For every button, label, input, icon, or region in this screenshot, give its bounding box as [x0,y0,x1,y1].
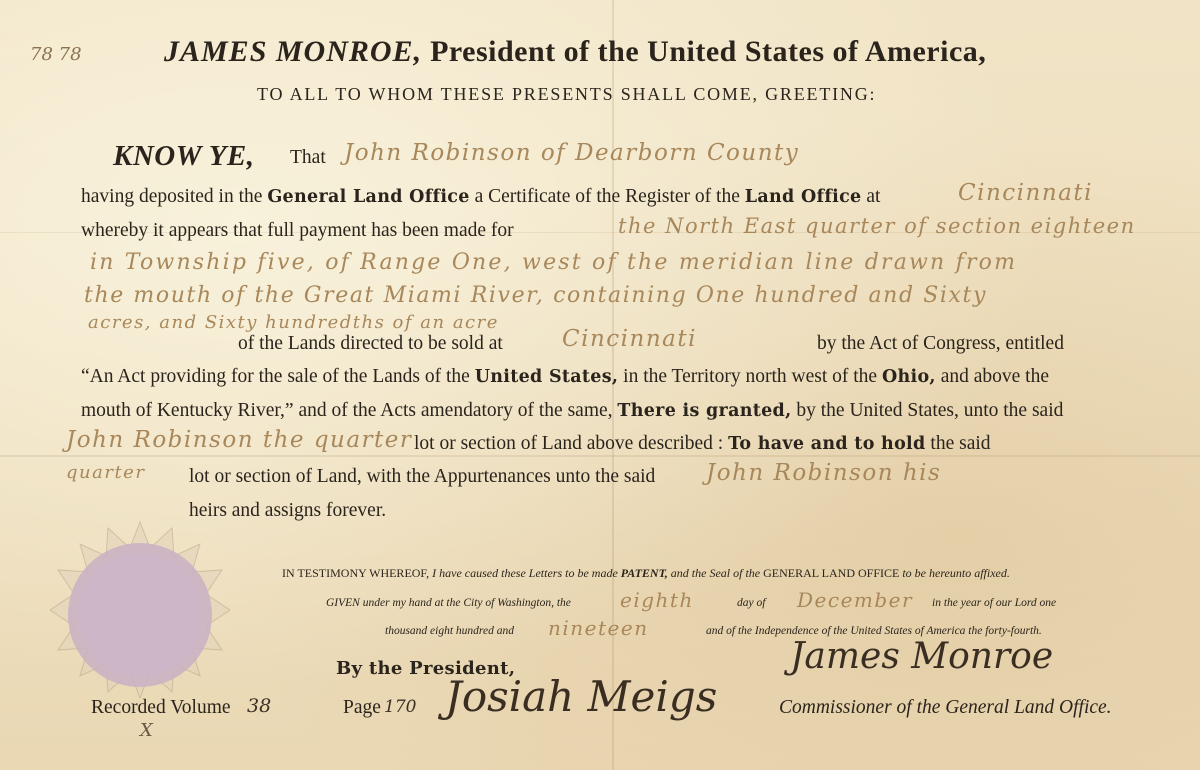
to-have-and-to-hold-blackletter: To have and to hold [728,434,926,454]
text-segment: to be hereunto affixed. [902,566,1010,580]
text-segment: by the United States, unto the said [796,400,1064,421]
document-title [164,35,986,69]
know-ye-heading: KNOW YE, [113,140,255,172]
testimony-line-3a: thousand eight hundred and [385,625,514,637]
body-line-10 [414,433,991,455]
sale-city-handwritten: Cincinnati [562,326,697,352]
starburst-seal-icon [50,520,230,700]
page-number: 170 [384,697,417,717]
body-line-11: lot or section of Land, with the Appurtenances unto the said [189,466,656,487]
text-segment: and above the [940,366,1049,387]
text-segment: at [866,186,881,207]
testimony-line-2b: day of [737,597,766,609]
that-word: That [290,147,326,168]
body-line-12: heirs and assigns forever. [189,500,387,521]
text-segment: in the Territory north west of the [623,366,878,387]
document-number: 78 78 [30,44,82,65]
month-handwritten: December [797,588,914,612]
body-line-3: whereby it appears that full payment has been made for [81,220,514,241]
tract-line-3: the mouth of the Great Miami River, containing One hundred and Sixty [84,283,988,308]
text-segment: a Certificate of the Register of the [474,186,740,207]
text-segment: PATENT, [620,566,668,580]
day-handwritten: eighth [620,588,694,612]
president-signature: James Monroe [790,636,1054,677]
office-city-handwritten: Cincinnati [958,180,1093,206]
grantee-name-handwritten: John Robinson his [706,460,942,486]
paper-fold-horizontal [0,455,1200,457]
body-line-8 [81,366,1049,388]
text-segment: lot or section of Land above described : [414,433,724,454]
text-segment: GIVEN [326,597,360,609]
body-line-2 [81,186,880,208]
testimony-line-2a [326,597,571,609]
text-segment: IN TESTIMONY WHEREOF, [282,566,430,580]
tract-line-2: in Township five, of Range One, west of the meridian line drawn from [90,250,1018,275]
general-land-office-blackletter: General Land Office [267,187,470,207]
body-line-9 [81,400,1063,422]
text-segment: “An Act providing for the sale of the Lands of the [81,366,470,387]
title-rest: President of the United States of America, [422,35,987,68]
text-segment: the said [930,433,991,454]
body-line-7b: by the Act of Congress, entitled [817,333,1064,354]
united-states-blackletter: United States, [474,367,619,387]
land-office-blackletter: Land Office [744,187,862,207]
commissioner-signature: Josiah Meigs [445,672,718,721]
text-segment: mouth of Kentucky River,” and of the Acts amendatory of the same, [81,400,613,421]
body-line-7a: of the Lands directed to be sold at [238,333,503,354]
text-segment: I have caused these Letters to be made [432,566,618,580]
greeting-line: TO ALL TO WHOM THESE PRESENTS SHALL COME, GREETING: [257,84,877,104]
testimony-line-3b: and of the Independence of the United States of America the forty-fourth. [706,625,1042,637]
testimony-line-1 [282,566,1010,581]
year-handwritten: nineteen [548,616,649,640]
ohio-blackletter: Ohio, [881,367,936,387]
text-segment: and the Seal of the [670,566,761,580]
page-label: Page [343,697,381,718]
tract-line-4: acres, and Sixty hundredths of an acre [88,312,499,333]
grantee-handwritten: John Robinson of Dearborn County [344,140,800,166]
there-is-granted-blackletter: There is granted, [617,401,792,421]
quarter-handwritten: quarter [66,462,146,483]
testimony-line-2c: in the year of our Lord one [932,597,1057,609]
volume-number: 38 [247,695,272,717]
text-segment: GENERAL LAND OFFICE [763,566,900,580]
by-the-president: By the President, [336,658,516,679]
grantee-quarter-handwritten: John Robinson the quarter [66,427,413,453]
tract-line-1: the North East quarter of section eighteen [618,214,1136,238]
text-segment: having deposited in the [81,186,263,207]
commissioner-title: Commissioner of the General Land Office. [779,697,1112,718]
recorded-volume-label: Recorded Volume [91,697,231,718]
pencil-mark: X [140,720,153,741]
president-name: JAMES MONROE, [164,35,423,68]
text-segment: under my hand at the City of Washington, the [362,597,571,609]
